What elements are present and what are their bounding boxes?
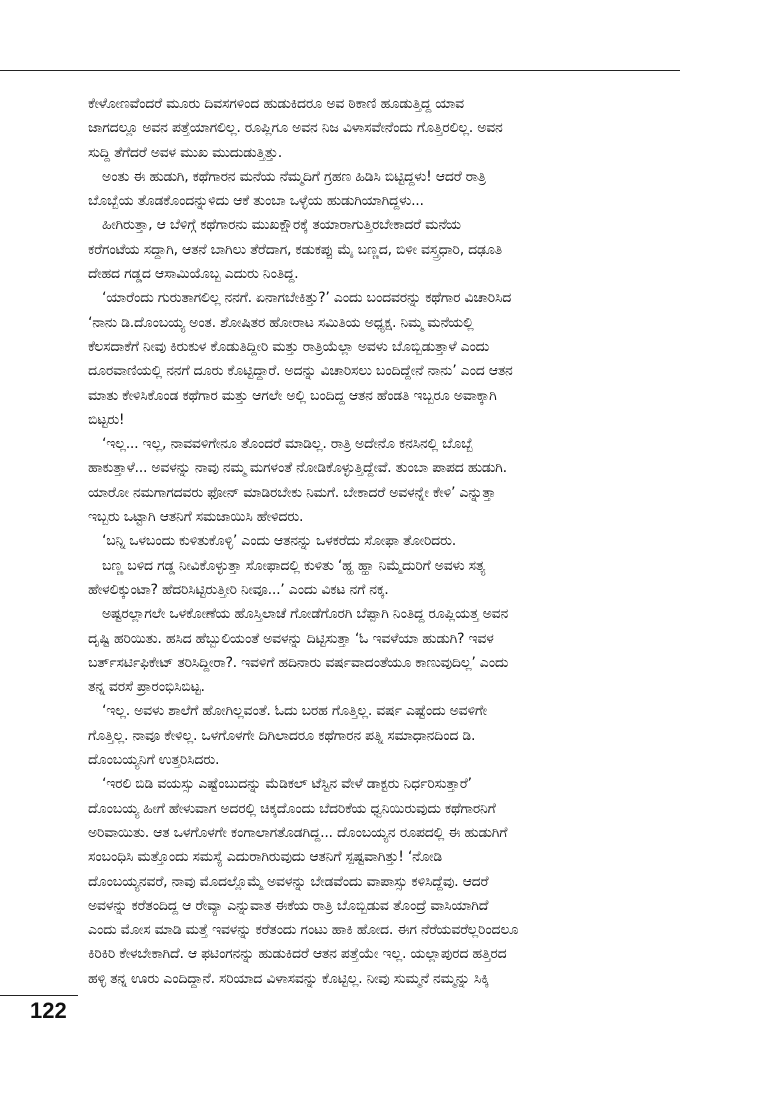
text-line: ಕೇಳೋಣವೆಂದರೆ ಮೂರು ದಿವಸಗಳಿಂದ ಹುಡುಕಿದರೂ ಅವ ಠಿಕಾಣಿ ಹೂಡುತ್ತಿದ್ದ ಯಾವ xyxy=(88,96,464,112)
text-line: ‘ಇಲ್ಲ... ಇಲ್ಲ, ನಾವವಳಿಗೇನೂ ತೊಂದರೆ ಮಾಡಿಲ್ಲ. ರಾತ್ರಿ ಅದೇನೊ ಕನಸಿನಲ್ಲಿ ಬೊಬ್ಬೆ xyxy=(102,436,473,453)
header-rule xyxy=(0,70,680,71)
text-line: ಮಾತು ಕೇಳಿಸಿಕೊಂಡ ಕಥೆಗಾರ ಮತ್ತು ಆಗಲೇ ಅಲ್ಲಿ ಬಂದಿದ್ದ ಆತನ ಹೆಂಡತಿ ಇಬ್ಬರೂ ಅವಾಕ್ಕಾಗಿ xyxy=(88,387,497,404)
text-line: ದೊಂಬಯ್ಯನಿಗೆ ಉತ್ತರಿಸಿದರು. xyxy=(88,752,220,769)
text-line: ಯಾರೋ ನಮಗಾಗದವರು ಫೋನ್ ಮಾಡಿರಬೇಕು ನಿಮಗೆ. ಬೇಕಾದರೆ ಅವಳನ್ನೇ ಕೇಳಿ’ ಎನ್ನುತ್ತಾ xyxy=(88,484,496,501)
text-line: ದೃಷ್ಟಿ ಹರಿಯಿತು. ಹಸಿದ ಹೆಬ್ಬುಲಿಯಂತೆ ಅವಳನ್ನು ದಿಟ್ಟಿಸುತ್ತಾ ‘ಓ ಇವಳೆಯಾ ಹುಡುಗಿ? ಇವಳ xyxy=(88,630,494,647)
text-line: ದೂರವಾಣಿಯಲ್ಲಿ ನನಗೆ ದೂರು ಕೊಟ್ಟಿದ್ದಾರೆ. ಅದನ್ನು ವಿಚಾರಿಸಲು ಬಂದಿದ್ದೇನೆ ನಾನು’ ಎಂದ ಆತನ xyxy=(88,363,513,380)
text-line: ಹೇಳಲಿಕ್ಕುಂಟಾ? ಹೆದರಿಸಿಟ್ಟಿರುತ್ತೀರಿ ನೀವೂ...’ ಎಂದು ವಿಕಟ ನಗೆ ನಕ್ಕ. xyxy=(88,581,389,598)
text-line: ಅಂತು ಈ ಹುಡುಗಿ, ಕಥೆಗಾರನ ಮನೆಯ ನೆಮ್ಮದಿಗೆ ಗ್ರಹಣ ಹಿಡಿಸಿ ಬಿಟ್ಟಿದ್ದಳು! ಆದರೆ ರಾತ್ರಿ xyxy=(102,168,486,185)
text-line: ಕರೆಗಂಟೆಯ ಸದ್ದಾಗಿ, ಆತನೆ ಬಾಗಿಲು ತೆರೆದಾಗ, ಕಡುಕಪ್ಪು ಮೈ ಬಣ್ಣದ, ಬಿಳೀ ವಸ್ತ್ರಧಾರಿ, ದಢೂತಿ xyxy=(88,241,503,258)
text-line: ಸಂಬಂಧಿಸಿ ಮತ್ತೊಂದು ಸಮಸ್ಯೆ ಎದುರಾಗಿರುವುದು ಆತನಿಗೆ ಸ್ಪಷ್ಟವಾಗಿತ್ತು! ‘ನೋಡಿ xyxy=(88,849,443,866)
text-line: ಕೆಲಸದಾಕೆಗೆ ನೀವು ಕಿರುಕುಳ ಕೊಡುತಿದ್ದೀರಿ ಮತ್ತು ರಾತ್ರಿಯೆಲ್ಲಾ ಅವಳು ಬೊಬ್ಬಿಡುತ್ತಾಳೆ ಎಂದು xyxy=(88,338,490,355)
text-line: ದೊಂಬಯ್ಯನವರೆ, ನಾವು ಮೊದಲ್ಲೊಮ್ಮೆ ಅವಳನ್ನು ಬೇಡವೆಂದು ವಾಪಾಸ್ಸು ಕಳಿಸಿದ್ದೆವು. ಆದರೆ xyxy=(88,873,489,890)
footer-rule xyxy=(0,995,78,996)
text-line: ಬಣ್ಣ ಬಳಿದ ಗಡ್ಡ ನೀವಿಕೊಳ್ಳುತ್ತಾ ಸೋಫಾದಲ್ಲಿ ಕುಳಿತು ‘ಹ್ಹ ಹ್ಹಾ ನಿಮ್ಮೆದುರಿಗೆ ಅವಳು ಸತ್ಯ xyxy=(102,557,486,574)
text-line: ಹೀಗಿರುತ್ತಾ, ಆ ಬೆಳಿಗ್ಗೆ ಕಥೆಗಾರನು ಮುಖಕ್ಷೌರಕ್ಕೆ ತಯಾರಾಗುತ್ತಿರಬೇಕಾದರೆ ಮನೆಯ xyxy=(102,217,461,234)
text-line: ತನ್ನ ವರಸೆ ಪ್ರಾರಂಭಿಸಿಬಿಟ್ಟ. xyxy=(88,679,205,696)
text-line: ‘ಇಲ್ಲ. ಅವಳು ಶಾಲೆಗೆ ಹೋಗಿಲ್ಲವಂತೆ. ಓದು ಬರಹ ಗೊತ್ತಿಲ್ಲ. ವರ್ಷ ಎಷ್ಟೆಂದು ಅವಳಿಗೇ xyxy=(102,703,487,720)
text-line: ಗೊತ್ತಿಲ್ಲ. ನಾವೂ ಕೇಳಿಲ್ಲ. ಒಳಗೊಳಗೇ ದಿಗಿಲಾದರೂ ಕಥೆಗಾರನ ಪತ್ನಿ ಸಮಾಧಾನದಿಂದ ಡಿ. xyxy=(88,727,476,744)
text-line: ಸುದ್ದಿ ತೆಗೆದರೆ ಅವಳ ಮುಖ ಮುದುಡುತ್ತಿತ್ತು. xyxy=(88,144,283,161)
text-line: ‘ಬನ್ನಿ ಒಳಬಂದು ಕುಳಿತುಕೊಳ್ಳಿ’ ಎಂದು ಆತನನ್ನು ಒಳಕರೆದು ಸೋಫಾ ತೋರಿದರು. xyxy=(102,533,456,550)
text-line: ‘ನಾನು ಡಿ.ದೊಂಬಯ್ಯ ಅಂತ. ಶೋಷಿತರ ಹೋರಾಟ ಸಮಿತಿಯ ಅಧ್ಯಕ್ಷ. ನಿಮ್ಮ ಮನೆಯಲ್ಲಿ xyxy=(88,314,474,331)
text-line: ಅವಳನ್ನು ಕರೆತಂದಿದ್ದ ಆ ರೇವ್ಯಾ ಎನ್ನುವಾತ ಈಕೆಯ ರಾತ್ರಿ ಬೊಬ್ಬಿಡುವ ತೊಂದ್ರೆ ವಾಸಿಯಾಗಿದೆ xyxy=(88,897,489,914)
text-line: ಎಂದು ಮೋಸ ಮಾಡಿ ಮತ್ತೆ ಇವಳನ್ನು ಕರೆತಂದು ಗಂಟು ಹಾಕಿ ಹೋದ. ಈಗ ನೆರೆಯವರೆಲ್ಲರಿಂದಲೂ xyxy=(88,922,519,939)
text-line: ಹಾಕುತ್ತಾಳೆ... ಅವಳನ್ನು ನಾವು ನಮ್ಮ ಮಗಳಂತೆ ನೋಡಿಕೊಳ್ಳುತ್ತಿದ್ದೇವೆ. ತುಂಬಾ ಪಾಪದ ಹುಡುಗಿ. xyxy=(88,460,507,477)
text-line: ‘ಯಾರೆಂದು ಗುರುತಾಗಲಿಲ್ಲ ನನಗೆ. ಏನಾಗಬೇಕಿತ್ತು?’ ಎಂದು ಬಂದವರನ್ನು ಕಥೆಗಾರ ವಿಚಾರಿಸಿದ xyxy=(102,290,512,307)
body-text xyxy=(88,92,680,991)
text-line: ಇಬ್ಬರು ಒಟ್ಟಾಗಿ ಆತನಿಗೆ ಸಮಜಾಯಿಸಿ ಹೇಳಿದರು. xyxy=(88,509,304,526)
text-line: ಕಿರಿಕಿರಿ ಕೇಳಬೇಕಾಗಿದೆ. ಆ ಫಟಿಂಗನನ್ನು ಹುಡುಕಿದರೆ ಆತನ ಪತ್ತೆಯೇ ಇಲ್ಲ. ಯಲ್ಲಾಪುರದ ಹತ್ತಿರದ xyxy=(88,946,507,963)
text-line: ದೇಹದ ಗಡ್ಡದ ಆಸಾಮಿಯೊಬ್ಬ ಎದುರು ನಿಂತಿದ್ದ. xyxy=(88,266,299,283)
text-line: ಅರಿವಾಯಿತು. ಆತ ಒಳಗೊಳಗೇ ಕಂಗಾಲಾಗತೊಡಗಿದ್ದ... ದೊಂಬಯ್ಯನ ರೂಪದಲ್ಲಿ ಈ ಹುಡುಗಿಗೆ xyxy=(88,824,508,841)
text-line: ಹಳ್ಳಿ ತನ್ನ ಊರು ಎಂದಿದ್ದಾನೆ. ಸರಿಯಾದ ವಿಳಾಸವನ್ನು ಕೊಟ್ಟಿಲ್ಲ. ನೀವು ಸುಮ್ಮನೆ ನಮ್ಮನ್ನು ಸಿಕ್ಕಿ xyxy=(88,970,489,987)
page-number: 122 xyxy=(30,998,67,1023)
text-line: ‘ಇರಲಿ ಬಿಡಿ ವಯಸ್ಸು ಎಷ್ಟೆಂಬುದನ್ನು ಮೆಡಿಕಲ್ ಟೆಸ್ಟಿನ ವೇಳೆ ಡಾಕ್ಟರು ನಿರ್ಧರಿಸುತ್ತಾರೆ’ xyxy=(102,776,472,793)
text-line: ಅಷ್ಟರಲ್ಲಾಗಲೇ ಒಳಕೋಣೆಯ ಹೊಸ್ತಿಲಾಚೆ ಗೋಡೆಗೊರಗಿ ಬೆಪ್ಪಾಗಿ ನಿಂತಿದ್ದ ರೂಪ್ಲಿಯತ್ತ ಅವನ xyxy=(102,606,509,623)
text-line: ದೊಂಬಯ್ಯ ಹೀಗೆ ಹೇಳುವಾಗ ಅದರಲ್ಲಿ ಚಿಕ್ಕದೊಂದು ಬೆದರಿಕೆಯ ಧ್ವನಿಯಿರುವುದು ಕಥೆಗಾರನಿಗೆ xyxy=(88,800,496,817)
text-line: ಜಾಗದಲ್ಲೂ ಅವನ ಪತ್ತೆಯಾಗಲಿಲ್ಲ. ರೂಪ್ಲಿಗೂ ಅವನ ನಿಜ ವಿಳಾಸವೇನೆಂದು ಗೊತ್ತಿರಲಿಲ್ಲ. ಅವನ xyxy=(88,120,503,137)
text-line: ಬಿಟ್ಟರು! xyxy=(88,411,125,428)
text-line: ಬೊಬ್ಬೆಯ ತೊಡಕೊಂದನ್ನುಳಿದು ಆಕೆ ತುಂಬಾ ಒಳ್ಳೆಯ ಹುಡುಗಿಯಾಗಿದ್ದಳು... xyxy=(88,193,424,210)
text-line: ಬರ್ತ್‌ಸರ್ಟಿಫಿಕೇಟ್ ತರಿಸಿದ್ದೀರಾ?. ಇವಳಿಗೆ ಹದಿನಾರು ವರ್ಷವಾದಂತೆಯೂ ಕಾಣುವುದಿಲ್ಲ’ ಎಂದು xyxy=(88,654,509,671)
